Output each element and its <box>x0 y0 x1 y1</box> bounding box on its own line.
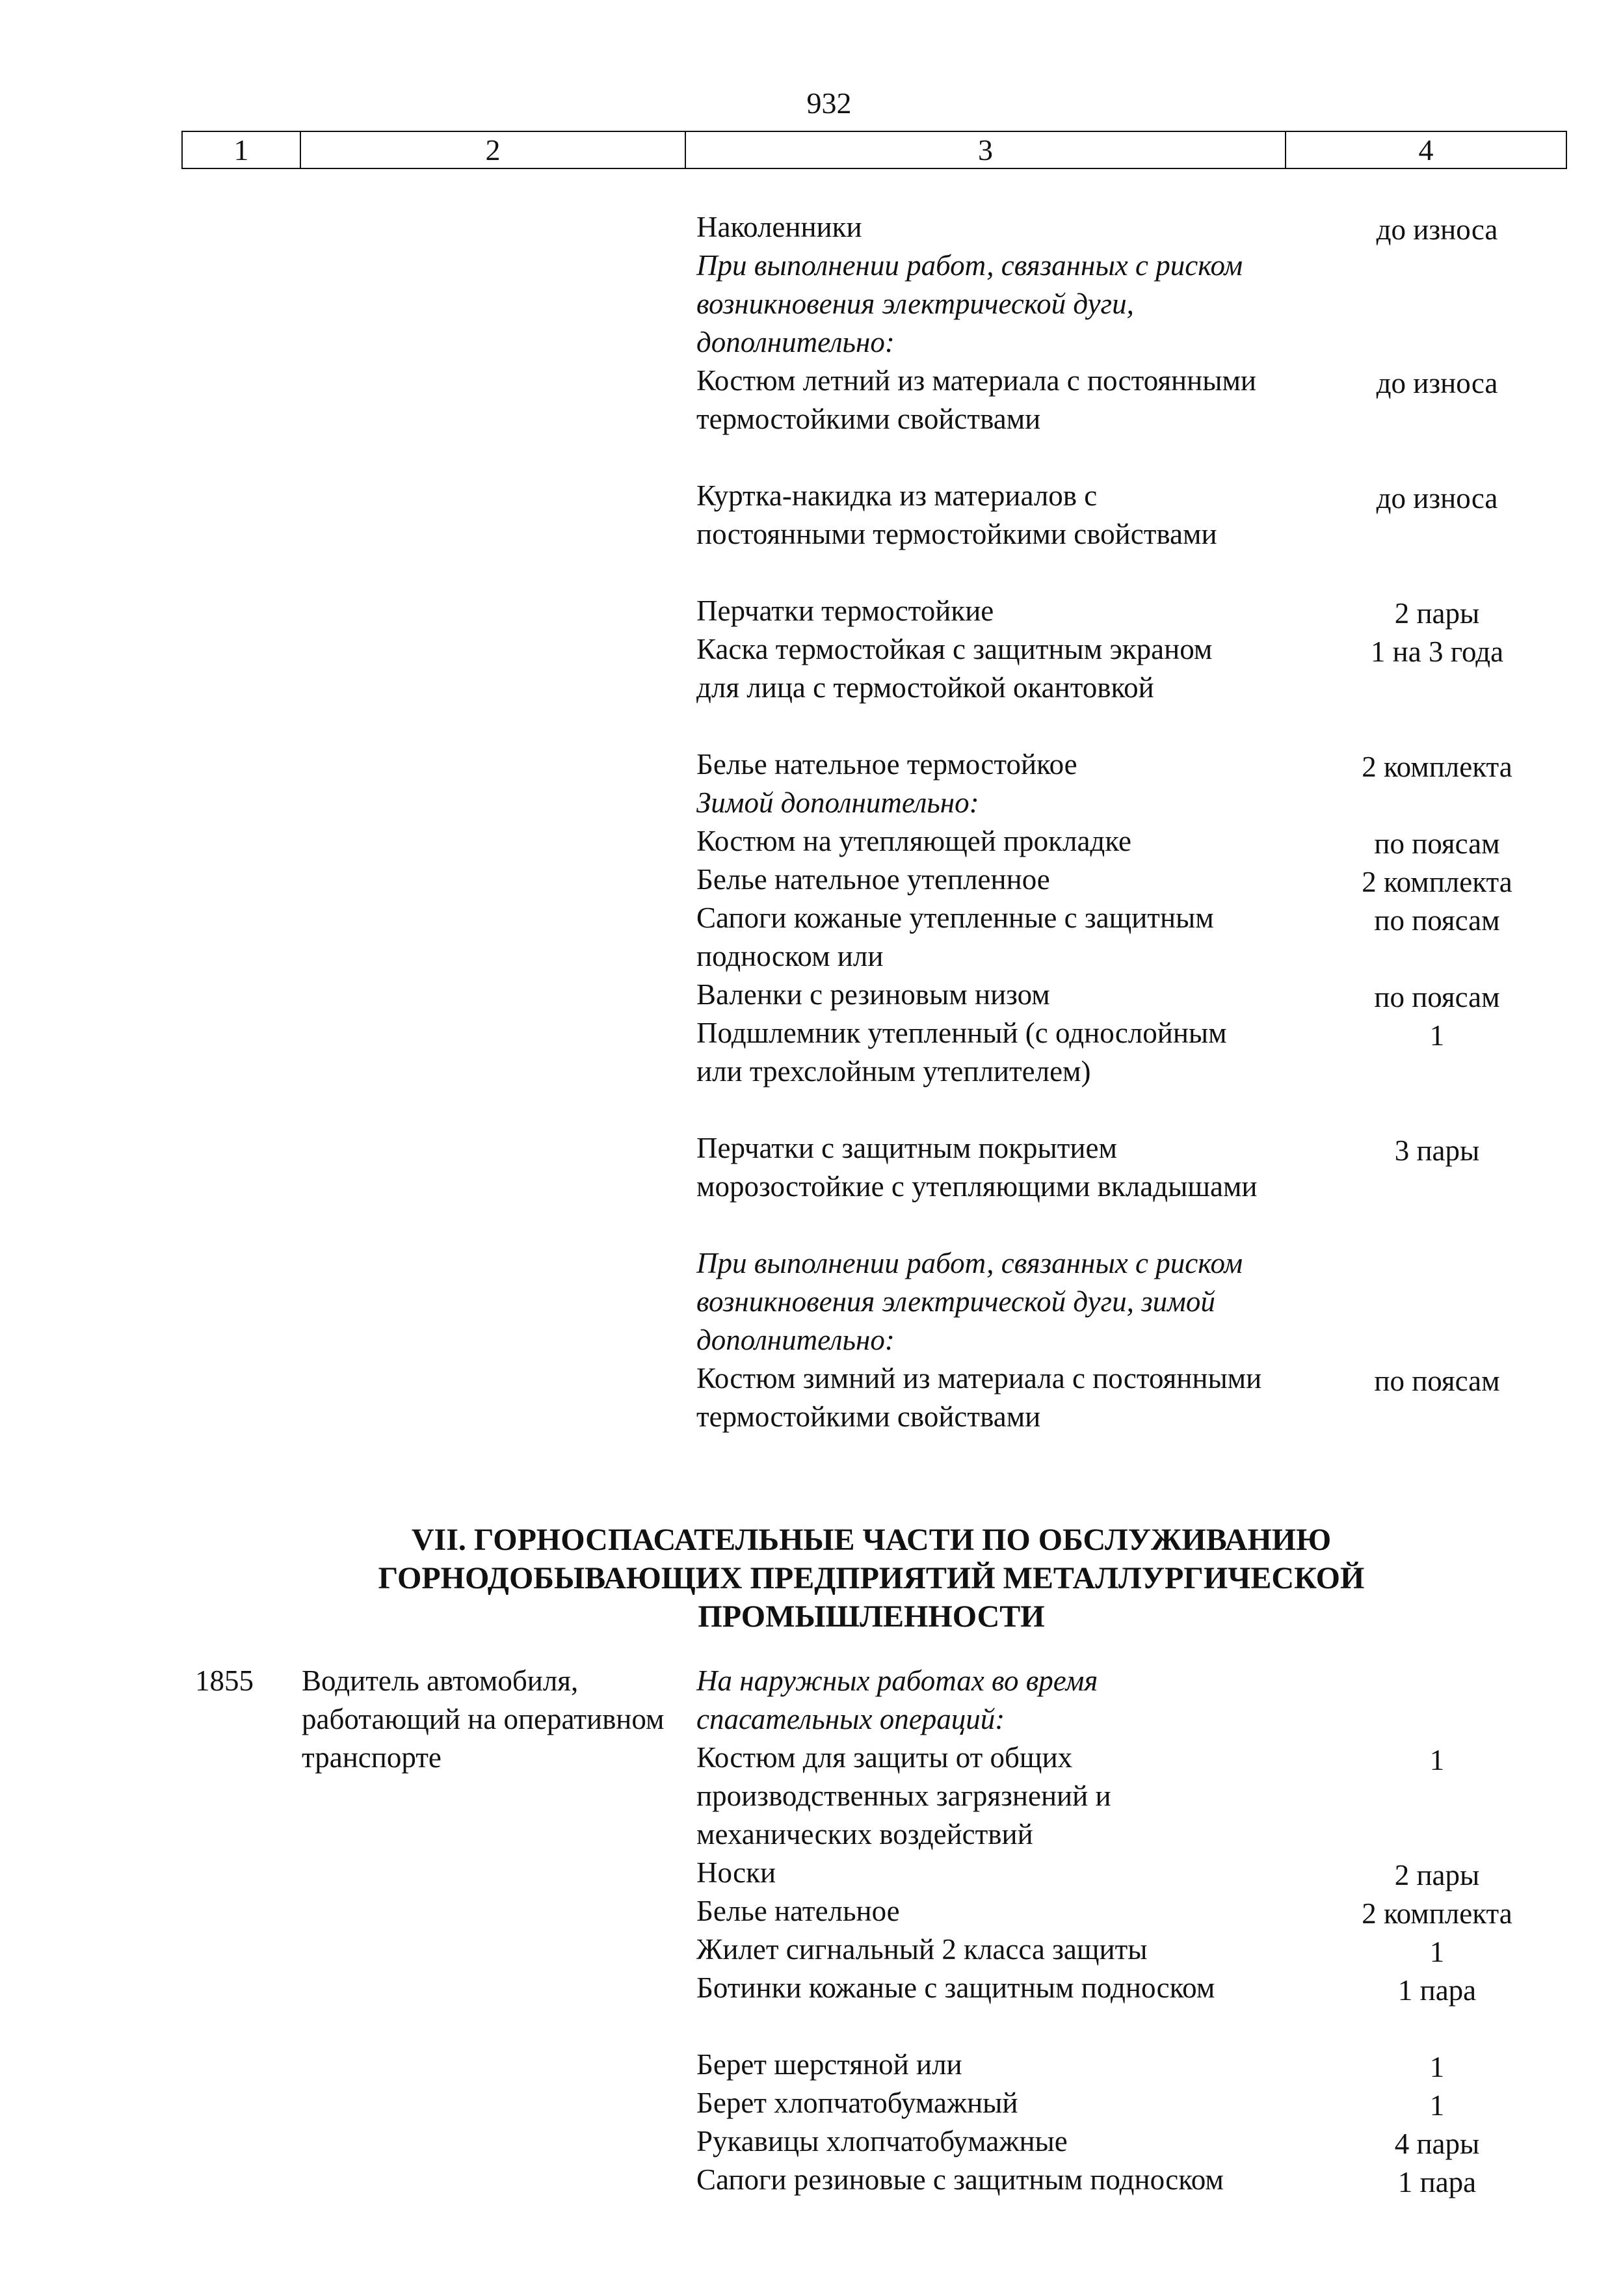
item-norm: 2 комплекта <box>1362 866 1512 898</box>
column-header-2: 2 <box>300 131 685 168</box>
item-name: Жилет сигнальный 2 класса защиты <box>696 1933 1148 1966</box>
item-name: Ботинки кожаные с защитным подноском <box>696 1971 1215 2004</box>
item-norm: 2 пары <box>1394 597 1480 630</box>
item-norm: по поясам <box>1374 904 1500 937</box>
item-norm: по поясам <box>1374 981 1500 1013</box>
item-norm: до износа <box>1376 367 1498 399</box>
item-norm: 1 пара <box>1397 2166 1477 2198</box>
item-norm: по поясам <box>1374 827 1500 860</box>
item-norm: 4 пары <box>1394 2128 1480 2160</box>
item-name: Рукавицы хлопчатобумажные <box>696 2125 1068 2157</box>
item-norm: 1 <box>1429 2089 1445 2122</box>
item-name: Наколенники <box>696 211 862 243</box>
item-norm: 2 пары <box>1394 1859 1480 1891</box>
column-header-1: 1 <box>182 131 300 168</box>
item-norm: 1 <box>1429 1019 1445 1052</box>
item-name: Белье нательное термостойкое <box>696 748 1077 781</box>
item-name: Подшлемник утепленный (с однослойным или трехслойным утеплителем) <box>696 1017 1227 1088</box>
item-norm: 1 <box>1429 2051 1445 2083</box>
page-number: 932 <box>806 87 852 120</box>
item-name: Костюм для защиты от общих производственных загрязнений и механических воздействий <box>696 1741 1111 1850</box>
section-title: VII. ГОРНОСПАСАТЕЛЬНЫЕ ЧАСТИ ПО ОБСЛУЖИВАНИЮ ГОРНОДОБЫВАЮЩИХ ПРЕДПРИЯТИЙ МЕТАЛЛУРГИЧЕСКОЙ ПРОМЫШЛЕННОСТИ <box>378 1523 1365 1634</box>
item-name: Сапоги резиновые с защитным подноском <box>696 2163 1224 2196</box>
item-name: Берет хлопчатобумажный <box>696 2087 1018 2119</box>
item-norm: 1 <box>1429 1744 1445 1776</box>
profession-name: Водитель автомобиля, работающий на оперативном транспорте <box>302 1664 665 1774</box>
item-name: Каска термостойкая с защитным экраном для лица с термостойкой окантовкой <box>696 633 1213 704</box>
column-header-4: 4 <box>1286 131 1566 168</box>
item-name: Берет шерстяной или <box>696 2048 962 2081</box>
item-name: Костюм на утепляющей прокладке <box>696 825 1132 857</box>
column-header-3: 3 <box>685 131 1286 168</box>
item-name: Носки <box>696 1856 776 1889</box>
item-name: Куртка-накидка из материалов с постоянными термостойкими свойствами <box>696 479 1217 550</box>
item-norm: по поясам <box>1374 1365 1500 1397</box>
item-norm: до износа <box>1376 482 1498 514</box>
item-name: Костюм летний из материала с постоянными термостойкими свойствами <box>696 364 1256 435</box>
item-name: Белье нательное <box>696 1895 900 1927</box>
item-norm: 1 на 3 года <box>1370 635 1504 668</box>
item-note: При выполнении работ, связанных с риском возникновения электрической дуги, зимой дополнительно: <box>696 1247 1243 1356</box>
column-header-table <box>181 131 1567 169</box>
item-name: Белье нательное утепленное <box>696 863 1050 896</box>
item-note: Зимой дополнительно: <box>696 786 979 819</box>
entry-number: 1855 <box>195 1664 254 1697</box>
item-name: Валенки с резиновым низом <box>696 978 1050 1011</box>
item-note: При выполнении работ, связанных с риском возникновения электрической дуги, дополнительно: <box>696 249 1243 358</box>
item-name: Сапоги кожаные утепленные с защитным подноском или <box>696 901 1214 972</box>
item-norm: 2 комплекта <box>1362 751 1512 783</box>
item-name: Перчатки термостойкие <box>696 594 994 627</box>
item-name: Костюм зимний из материала с постоянными термостойкими свойствами <box>696 1362 1262 1433</box>
item-norm: 3 пары <box>1394 1134 1480 1167</box>
item-name: Перчатки с защитным покрытием морозостойкие с утепляющими вкладышами <box>696 1132 1258 1203</box>
item-norm: 2 комплекта <box>1362 1897 1512 1930</box>
item-norm: 1 <box>1429 1936 1445 1968</box>
item-norm: до износа <box>1376 213 1498 246</box>
item-note: На наружных работах во время спасательных операций: <box>696 1664 1098 1735</box>
item-norm: 1 пара <box>1397 1974 1477 2007</box>
